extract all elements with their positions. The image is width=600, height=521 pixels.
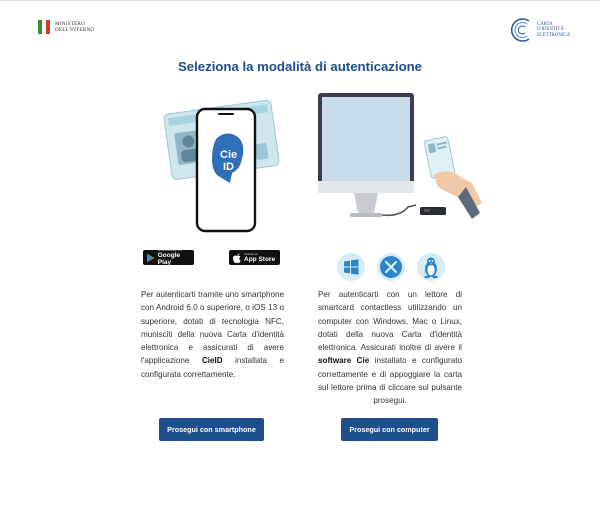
ministry-name [55,21,107,33]
smartphone-desc-text-1: Per autenticarti tramite uno smartphone con Android 6.0 o superiore, o iOS 13 o superiore, dotati di tecnologia NFC, munisciti della nuova Carta d'identità elettronica e assicurati di avere l'applicazione [141,290,284,366]
cieid-app-name: CieID [201,356,223,366]
ministry-logo [38,20,107,34]
page-title: Seleziona la modalità di autenticazione [177,59,423,74]
apple-store-icon [233,253,241,263]
software-cie-name: software Cie [318,356,370,366]
cieid-text-2: ID [223,161,234,173]
cieid-text-1: Cie [220,149,238,161]
linux-icon [417,253,445,281]
google-play-badge[interactable] [143,250,194,265]
continue-with-computer-button[interactable]: Prosegui con computer [341,418,438,441]
cie-line-3: ELETTRONICA [537,32,571,38]
continue-with-smartphone-button[interactable]: Prosegui con smartphone [159,418,264,441]
cie-line-1: CARTA [537,21,553,27]
italy-flag-icon [38,20,50,34]
smartphone-desc-text-2: installata e configurata correttamente. [141,356,284,379]
computer-desc-text-1: Per autenticarti con un lettore di smartcard contactless utilizzando un computer con Windows, Mac o Linux, dotati della nuova Carta d'identità elettronica. Assicurati inoltre di avere il [318,290,462,353]
computer-desc-text-2: installato e configurato correttamente e di appoggiare la carta sul lettore prima di cliccare sul pulsante prosegui. [318,356,462,406]
app-store-badges [143,250,283,266]
app-store-label: App Store [244,255,276,263]
windows-icon [337,253,365,281]
ministry-line-2: DELL'INTERNO [55,27,95,33]
google-play-icon [147,253,155,263]
app-store-badge[interactable] [229,250,280,265]
os-icons [337,253,447,283]
computer-illustration [316,89,482,229]
apple-icon [377,253,405,281]
computer-description [318,288,462,408]
smartphone-description [141,288,284,381]
google-play-label: Google Play [157,252,181,266]
cie-logo-icon [509,16,535,44]
cie-logo [509,16,581,44]
app-store-small-text: Scarica su [244,251,259,256]
google-play-small-text: DISPONIBILE SU [157,248,182,252]
smartphone-illustration [160,89,290,237]
cie-line-2: D'IDENTITÀ [537,27,564,33]
cie-logo-text [537,22,581,39]
ministry-line-1: MINISTERO [55,21,86,27]
